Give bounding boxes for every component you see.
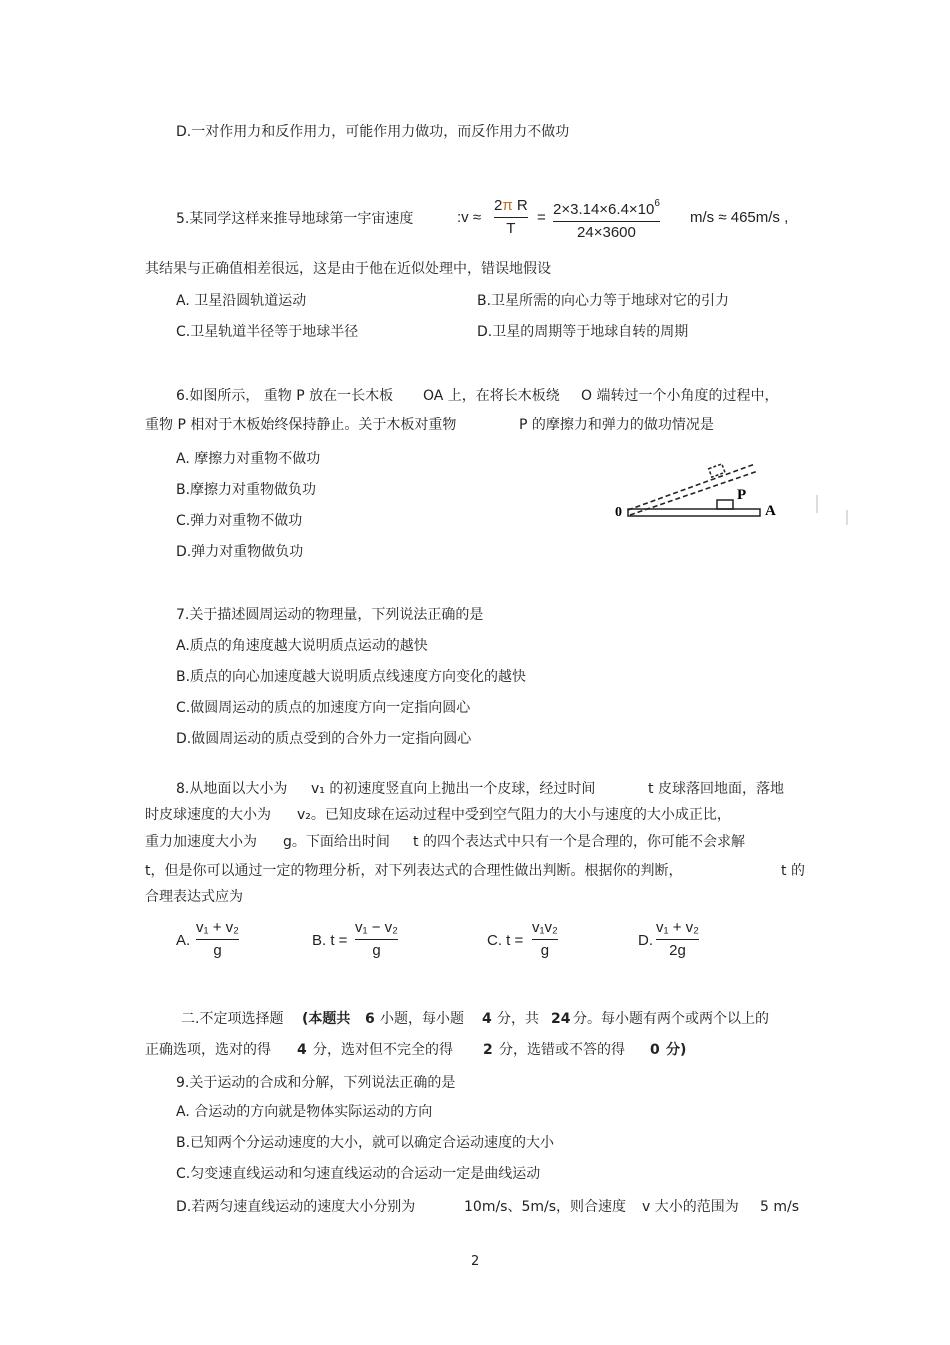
q8-option-d-label: D. — [638, 932, 653, 949]
q9-option-b: B.已知两个分运动速度的大小，就可以确定合运动速度的大小 — [176, 1135, 555, 1151]
q8-line3a: 重力加速度大小为 — [145, 834, 257, 850]
q5-v-approx: :v ≈ — [457, 209, 482, 226]
q9-option-d-4: 5 m/s — [760, 1199, 800, 1215]
q6-figure — [610, 455, 855, 530]
q9-option-d-2: 10m/s、5m/s，则合速度 — [464, 1199, 627, 1215]
q7-option-a: A.质点的角速度越大说明质点运动的越快 — [176, 638, 428, 654]
q5-stem-2: 其结果与正确值相差很远，这是由于他在近似处理中，错误地假设 — [145, 261, 551, 277]
q8-option-c-label: C. t = — [487, 932, 524, 949]
q6-option-d: D.弹力对重物做负功 — [176, 544, 304, 560]
q6-stem-2a: 重物 P 相对于木板始终保持静止。关于木板对重物 — [145, 417, 457, 433]
q5-fraction-2piR-T: 2π R T — [494, 197, 528, 237]
q9-option-c: C.匀变速直线运动和匀速直线运动的合运动一定是曲线运动 — [176, 1166, 541, 1182]
q8-option-a-label: A. — [176, 932, 191, 949]
q4-option-d: D.一对作用力和反作用力，可能作用力做功，而反作用力不做功 — [176, 124, 570, 140]
q6-option-a: A. 摩擦力对重物不做功 — [176, 451, 321, 467]
q8-option-d-fraction: v₁ + v₂ 2g — [656, 919, 699, 959]
q9-stem: 9.关于运动的合成和分解，下列说法正确的是 — [176, 1075, 456, 1091]
q6-option-b: B.摩擦力对重物做负功 — [176, 482, 317, 498]
section2-title: 二.不定项选择题 — [181, 1011, 284, 1027]
q8-option-b-label: B. t = — [312, 932, 348, 949]
q6-stem-1b: OA 上，在将长木板绕 — [423, 388, 560, 404]
section2-l2b: 4 — [297, 1042, 307, 1058]
q8-line1c: t 皮球落回地面，落地 — [648, 781, 784, 797]
q8-line2a: 时皮球速度的大小为 — [145, 807, 271, 823]
q8-line2b: v₂。已知皮球在运动过程中受到空气阻力的大小与速度的大小成正比， — [297, 807, 731, 823]
q9-option-d-1: D.若两匀速直线运动的速度大小分别为 — [176, 1199, 416, 1215]
q8-line4b: t 的 — [781, 863, 805, 879]
section2-l2c: 分，选对但不完全的得 — [313, 1042, 453, 1058]
q6-stem-2b: P 的摩擦力和弹力的做功情况是 — [519, 417, 714, 433]
q8-line3c: t 的四个表达式中只有一个是合理的，你可能不会求解 — [413, 834, 745, 850]
q5-option-a: A. 卫星沿圆轨道运动 — [176, 293, 307, 309]
q8-option-b-fraction: v₁ − v₂ g — [355, 919, 398, 959]
q5-fraction-numeric: $2\times 3.14\times 6.4\times 10^6$ 24×3600 — [553, 198, 660, 241]
rotated-board-top — [628, 464, 755, 510]
q6-option-c: C.弹力对重物不做功 — [176, 513, 303, 529]
section2-l2e: 分，选错或不答的得 — [499, 1042, 625, 1058]
label-o: 0 — [615, 505, 622, 520]
section2-l2a: 正确选项，选对的得 — [145, 1042, 271, 1058]
section2-l1h: 分。每小题有两个或两个以上的 — [573, 1011, 769, 1027]
q8-line1a: 8.从地面以大小为 — [176, 781, 288, 797]
block-p — [717, 500, 733, 509]
q5-option-b: B.卫星所需的向心力等于地球对它的引力 — [477, 293, 730, 309]
section2-l2d: 2 — [483, 1042, 493, 1058]
section2-l1b: (本题共 — [302, 1011, 351, 1027]
q8-option-a-fraction: v₁ + v₂ g — [196, 919, 239, 959]
q5-equals: = — [537, 209, 546, 226]
section2-l1c: 6 — [365, 1011, 375, 1027]
q7-option-c: C.做圆周运动的质点的加速度方向一定指向圆心 — [176, 700, 471, 716]
q5-stem: 5.某同学这样来推导地球第一宇宙速度 — [176, 211, 414, 227]
q5-option-d: D.卫星的周期等于地球自转的周期 — [477, 324, 689, 340]
q8-line3b: g。下面给出时间 — [283, 834, 390, 850]
label-a: A — [765, 503, 776, 519]
page-number: 2 — [471, 1254, 480, 1269]
section2-l2f: 0 — [650, 1042, 660, 1058]
q8-line4a: t，但是你可以通过一定的物理分析，对下列表达式的合理性做出判断。根据你的判断， — [145, 863, 683, 879]
q7-option-b: B.质点的向心加速度越大说明质点线速度方向变化的越快 — [176, 669, 527, 685]
q9-option-a: A. 合运动的方向就是物体实际运动的方向 — [176, 1104, 433, 1120]
section2-l1g: 24 — [551, 1011, 571, 1027]
section2-l1e: 4 — [482, 1011, 492, 1027]
q8-option-c-fraction: v₁v₂ g — [532, 919, 558, 959]
q8-line5: 合理表达式应为 — [145, 889, 243, 905]
q9-option-d-3: v 大小的范围为 — [642, 1199, 739, 1215]
section2-l2g: 分) — [666, 1042, 687, 1058]
q8-line1b: v₁ 的初速度竖直向上抛出一个皮球，经过时间 — [311, 781, 596, 797]
q6-stem-1c: O 端转过一个小角度的过程中， — [581, 388, 779, 404]
label-p: P — [737, 487, 747, 503]
q6-stem-1a: 6.如图所示， 重物 P 放在一长木板 — [176, 388, 394, 404]
q5-result: m/s ≈ 465m/s , — [690, 209, 789, 226]
q7-option-d: D.做圆周运动的质点受到的合外力一定指向圆心 — [176, 731, 472, 747]
q7-stem: 7.关于描述圆周运动的物理量，下列说法正确的是 — [176, 607, 484, 623]
section2-l1d: 小题，每小题 — [380, 1011, 464, 1027]
section2-l1f: 分，共 — [497, 1011, 539, 1027]
q5-option-c: C.卫星轨道半径等于地球半径 — [176, 324, 359, 340]
board-oa — [628, 509, 760, 516]
